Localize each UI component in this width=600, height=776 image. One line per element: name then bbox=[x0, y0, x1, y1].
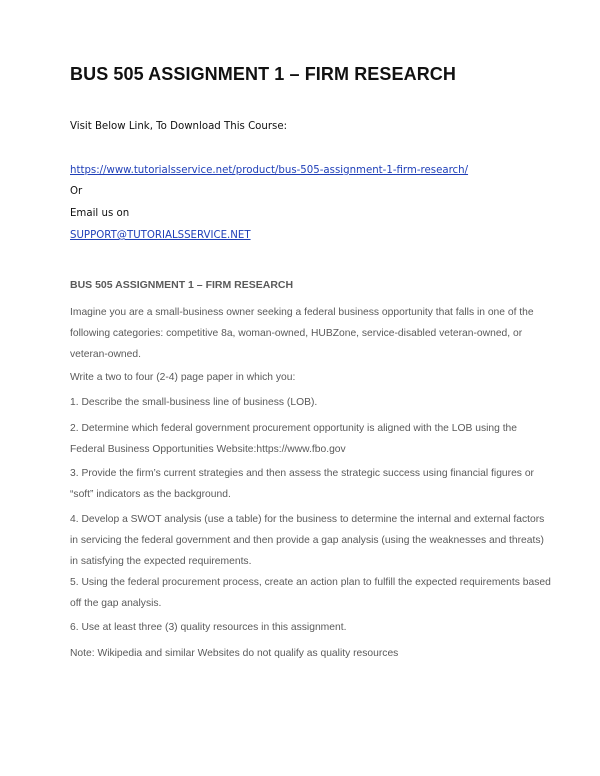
list-item-5 bbox=[70, 572, 551, 614]
intro-line: following categories: competitive 8a, woman-owned, HUBZone, service-disabled veteran-owned, or bbox=[70, 328, 523, 339]
list-item-3 bbox=[70, 463, 540, 505]
list-item-line: 5. Using the federal procurement process, create an action plan to fulfill the expected requirements based bbox=[70, 577, 551, 588]
list-item-2 bbox=[70, 418, 540, 460]
visit-text: Visit Below Link, To Download This Course: bbox=[70, 121, 288, 132]
list-item-line: off the gap analysis. bbox=[70, 598, 162, 609]
list-item-line: 1. Describe the small-business line of business (LOB). bbox=[70, 397, 318, 408]
list-item-line: in servicing the federal government and then provide a gap analysis (using the weaknesses and threats) bbox=[70, 535, 544, 546]
list-item-line: “soft” indicators as the background. bbox=[70, 489, 231, 500]
email-link[interactable]: SUPPORT@TUTORIALSSERVICE.NET bbox=[70, 230, 251, 241]
list-item-line: 2. Determine which federal government procurement opportunity is aligned with the LOB using the bbox=[70, 423, 518, 434]
note-line: Note: Wikipedia and similar Websites do not qualify as quality resources bbox=[70, 648, 399, 659]
section-subtitle: BUS 505 ASSIGNMENT 1 – FIRM RESEARCH bbox=[70, 279, 294, 291]
instruction-line: Write a two to four (2-4) page paper in which you: bbox=[70, 372, 296, 383]
email-text: Email us on bbox=[70, 208, 130, 219]
list-item-1 bbox=[70, 392, 540, 413]
list-item-line: in satisfying the expected requirements. bbox=[70, 556, 252, 567]
list-item-4 bbox=[70, 509, 545, 572]
or-text: Or bbox=[70, 186, 83, 197]
list-item-6 bbox=[70, 617, 540, 638]
intro-line: Imagine you are a small-business owner seeking a federal business opportunity that falls in one of the bbox=[70, 307, 534, 318]
list-item-line: 4. Develop a SWOT analysis (use a table) for the business to determine the internal and external factors bbox=[70, 514, 545, 525]
instruction-paragraph bbox=[70, 367, 540, 388]
note-paragraph bbox=[70, 643, 540, 664]
list-item-line: Federal Business Opportunities Website:https://www.fbo.gov bbox=[70, 444, 346, 455]
intro-paragraph bbox=[70, 302, 540, 365]
page-title: BUS 505 ASSIGNMENT 1 – FIRM RESEARCH bbox=[70, 64, 457, 84]
course-link[interactable]: https://www.tutorialsservice.net/product/bus-505-assignment-1-firm-research/ bbox=[70, 165, 469, 176]
intro-line: veteran-owned. bbox=[70, 349, 141, 360]
list-item-line: 3. Provide the firm’s current strategies and then assess the strategic success using financial figures or bbox=[70, 468, 534, 479]
list-item-line: 6. Use at least three (3) quality resources in this assignment. bbox=[70, 622, 347, 633]
